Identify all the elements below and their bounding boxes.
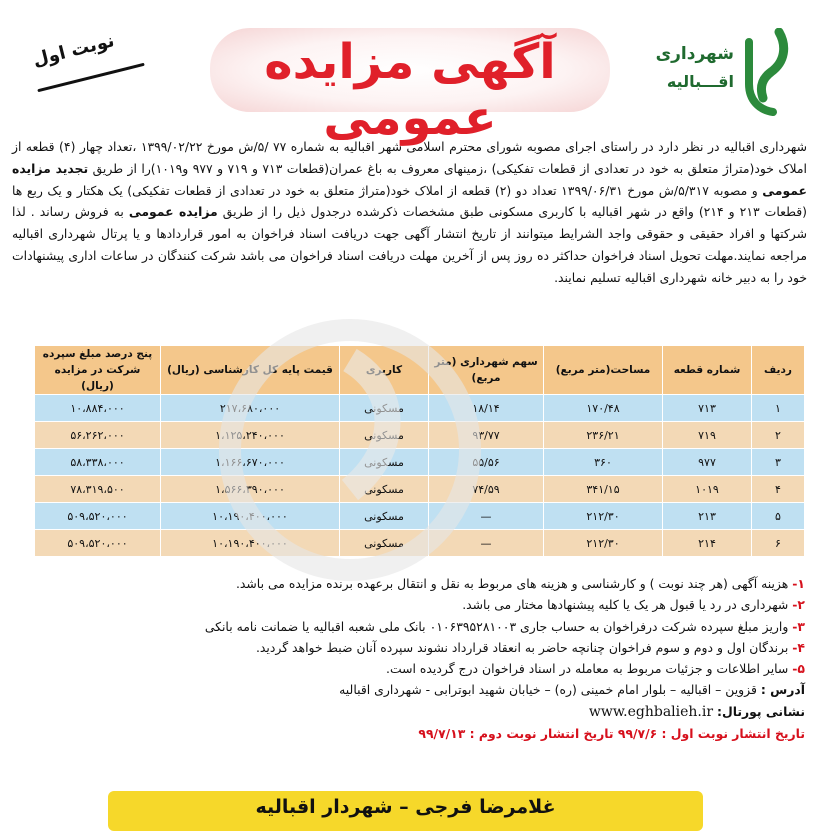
cell-usage: مسکونی bbox=[340, 449, 429, 476]
cell-row-no: ۳ bbox=[752, 449, 805, 476]
portal-label: نشانی پورتال: bbox=[717, 703, 805, 719]
list-item bbox=[15, 573, 805, 594]
col-header-area: مساحت(متر مربع) bbox=[544, 346, 663, 395]
cell-usage: مسکونی bbox=[340, 395, 429, 422]
cell-area: ۲۱۲/۳۰ bbox=[544, 530, 663, 557]
list-item bbox=[15, 594, 805, 615]
cell-base-price: ۱۰،۱۹۰،۴۰۰،۰۰۰ bbox=[161, 503, 340, 530]
table-row bbox=[35, 422, 805, 449]
portal-link[interactable]: www.eghbalieh.ir bbox=[588, 703, 714, 720]
cell-share: ۱۸/۱۴ bbox=[429, 395, 544, 422]
intro-text-1: شهرداری اقبالیه در نظر دارد در راستای اجرای مصوبه شورای محترم اسلامی شهر اقبالیه به شماره ۷۷ /۵/ش مورخ ۱۳۹۹/۰۲/۲۲ ،تعداد چهار (۴) قطعه از املاک خود(متراژ متعلق به خود در تعدادی از قطعات تفکیکی) ،زمینهای معروف به باغ عمران(قطعات ۷۱۳ و ۷۱۹ و ۹۷۷ و۱۰۱۹)را از طریق bbox=[12, 139, 807, 176]
cell-deposit: ۵۰۹،۵۲۰،۰۰۰ bbox=[35, 503, 161, 530]
note-number: ۱- bbox=[792, 576, 805, 591]
cell-usage: مسکونی bbox=[340, 530, 429, 557]
table-row bbox=[35, 503, 805, 530]
cell-deposit: ۷۸،۳۱۹،۵۰۰ bbox=[35, 476, 161, 503]
col-header-municipality-share: سهم شهرداری (متر مربع) bbox=[429, 346, 544, 395]
portal-line bbox=[15, 701, 805, 723]
logo-icon bbox=[741, 28, 789, 116]
intro-bold-1: تجدید مزایده عمومی bbox=[12, 160, 808, 198]
cell-deposit: ۱۰،۸۸۴،۰۰۰ bbox=[35, 395, 161, 422]
cell-deposit: ۵۰۹،۵۲۰،۰۰۰ bbox=[35, 530, 161, 557]
note-text: سایر اطلاعات و جزئیات مربوط به معامله در اسناد فراخوان درج گردیده است. bbox=[386, 661, 789, 677]
publication-round: نوبت اول bbox=[30, 30, 117, 71]
cell-base-price: ۱۰،۱۹۰،۴۰۰،۰۰۰ bbox=[161, 530, 340, 557]
cell-lot-no: ۷۱۳ bbox=[663, 395, 752, 422]
publication-dates bbox=[15, 723, 805, 744]
address-line bbox=[15, 679, 805, 700]
cell-lot-no: ۷۱۹ bbox=[663, 422, 752, 449]
cell-share: ۷۴/۵۹ bbox=[429, 476, 544, 503]
header bbox=[0, 0, 819, 146]
intro-text-2: و مصوبه ۵/۳۱۷/ش مورخ ۱۳۹۹/۰۶/۳۱ تعداد دو (۲) قطعه از املاک خود(متراژ متعلق به خود در تعدادی از قطعات تفکیکی) یک هکتار و یک ربع ها (قطعات ۲۱۳ و ۲۱۴) واقع در شهر اقبالیه با کاربری مسکونی طبق مشخصات ذکرشده درجدول ذیل را از طریق bbox=[12, 182, 807, 220]
cell-row-no: ۲ bbox=[752, 422, 805, 449]
note-number: ۲- bbox=[792, 597, 805, 613]
cell-lot-no: ۲۱۳ bbox=[663, 503, 752, 530]
pub-second-label: تاریخ انتشار نوبت دوم : bbox=[469, 726, 614, 742]
cell-row-no: ۶ bbox=[752, 530, 805, 557]
cell-usage: مسکونی bbox=[340, 476, 429, 503]
cell-area: ۳۶۰ bbox=[544, 449, 663, 476]
note-text: هزینه آگهی (هر چند نوبت ) و کارشناسی و هزینه های مربوط به نقل و انتقال برعهده برنده مزایده می باشد. bbox=[235, 576, 789, 591]
cell-row-no: ۵ bbox=[752, 503, 805, 530]
underline-stroke bbox=[37, 63, 144, 93]
cell-deposit: ۵۸،۳۳۸،۰۰۰ bbox=[35, 449, 161, 476]
cell-area: ۲۱۲/۳۰ bbox=[544, 503, 663, 530]
municipality-logo bbox=[655, 22, 789, 122]
cell-lot-no: ۹۷۷ bbox=[663, 449, 752, 476]
cell-base-price: ۱،۵۶۶،۳۹۰،۰۰۰ bbox=[161, 476, 340, 503]
table-header-row bbox=[35, 346, 805, 395]
lots-table bbox=[34, 345, 805, 557]
cell-lot-no: ۲۱۴ bbox=[663, 530, 752, 557]
table-row bbox=[35, 530, 805, 557]
cell-deposit: ۵۶،۲۶۲،۰۰۰ bbox=[35, 422, 161, 449]
col-header-lot-no: شماره قطعه bbox=[663, 346, 752, 395]
address-label: آدرس : bbox=[760, 682, 805, 698]
intro-bold-2: مزایده عمومی bbox=[128, 204, 218, 220]
note-number: ۴- bbox=[792, 639, 805, 655]
note-number: ۳- bbox=[792, 618, 805, 634]
address-text: قزوین – اقبالیه – بلوار امام خمینی (ره) – خیابان شهید ابوترابی - شهرداری اقبالیه bbox=[339, 682, 757, 698]
cell-base-price: ۲۱۷،۶۸۰،۰۰۰ bbox=[161, 395, 340, 422]
cell-base-price: ۱،۱۶۶،۶۷۰،۰۰۰ bbox=[161, 449, 340, 476]
pub-first-date: ۹۹/۷/۶ bbox=[617, 726, 658, 742]
note-text: شهرداری در رد یا قبول هر یک یا کلیه پیشنهادها مختار می باشد. bbox=[462, 597, 789, 613]
cell-row-no: ۴ bbox=[752, 476, 805, 503]
note-text: برندگان اول و دوم و سوم فراخوان چنانچه حاضر به انعقاد قرارداد نشوند سپرده آنان ضبط خواهد گردید. bbox=[255, 639, 789, 655]
col-header-deposit: پنج درصد مبلغ سپرده شرکت در مزایده (ریال) bbox=[35, 346, 161, 395]
cell-share: — bbox=[429, 503, 544, 530]
col-header-base-price: قیمت پایه کل کارشناسی (ریال) bbox=[161, 346, 340, 395]
cell-area: ۳۴۱/۱۵ bbox=[544, 476, 663, 503]
logo-line2: اقـــبالیه bbox=[666, 72, 734, 91]
page-title: آگهی مزایده عمومی bbox=[264, 34, 556, 146]
pub-first-label: تاریخ انتشار نوبت اول : bbox=[661, 726, 805, 742]
signature-line: غلامرضا فرجی – شهردار اقبالیه bbox=[255, 796, 556, 818]
note-text: واریز مبلغ سپرده شرکت درفراخوان به حساب جاری ۰۱۰۶۳۹۵۲۸۱۰۰۳ بانک ملی شعبه اقبالیه یا ضمانت نامه بانکی bbox=[204, 618, 789, 634]
cell-usage: مسکونی bbox=[340, 503, 429, 530]
pub-second-date: ۹۹/۷/۱۳ bbox=[418, 726, 466, 742]
cell-lot-no: ۱۰۱۹ bbox=[663, 476, 752, 503]
note-number: ۵- bbox=[792, 661, 805, 677]
cell-base-price: ۱،۱۲۵،۲۴۰،۰۰۰ bbox=[161, 422, 340, 449]
intro-paragraph bbox=[12, 136, 807, 289]
logo-line1: شهرداری bbox=[655, 44, 734, 64]
intro-text-3: به فروش رساند . لذا شرکتها و افراد حقیقی و حقوقی واجد الشرایط میتوانند از تاریخ انتشار آگهی جهت دریافت اسناد فراخوان به امور قراردادها و یا پرتال شهرداری اقبالیه مراجعه نمایند.مهلت تحویل اسناد فراخوان حداکثر ده روز پس از آخرین مهلت دریافت اسناد فراخوان می باشد شرکت کنندگان در ساعات اداری پیشنهادات خود را به دبیر خانه شهرداری اقبالیه تسلیم نمایند. bbox=[12, 204, 807, 285]
conditions-list bbox=[15, 573, 805, 744]
table-row bbox=[35, 395, 805, 422]
cell-row-no: ۱ bbox=[752, 395, 805, 422]
cell-area: ۱۷۰/۴۸ bbox=[544, 395, 663, 422]
cell-share: ۹۳/۷۷ bbox=[429, 422, 544, 449]
list-item bbox=[15, 637, 805, 658]
list-item bbox=[15, 616, 805, 637]
cell-share: — bbox=[429, 530, 544, 557]
col-header-usage: کاربری bbox=[340, 346, 429, 395]
cell-area: ۲۳۶/۲۱ bbox=[544, 422, 663, 449]
table-row bbox=[35, 449, 805, 476]
col-header-row-no: ردیف bbox=[752, 346, 805, 395]
cell-share: ۵۵/۵۶ bbox=[429, 449, 544, 476]
list-item bbox=[15, 658, 805, 679]
table-row bbox=[35, 476, 805, 503]
cell-usage: مسکونی bbox=[340, 422, 429, 449]
